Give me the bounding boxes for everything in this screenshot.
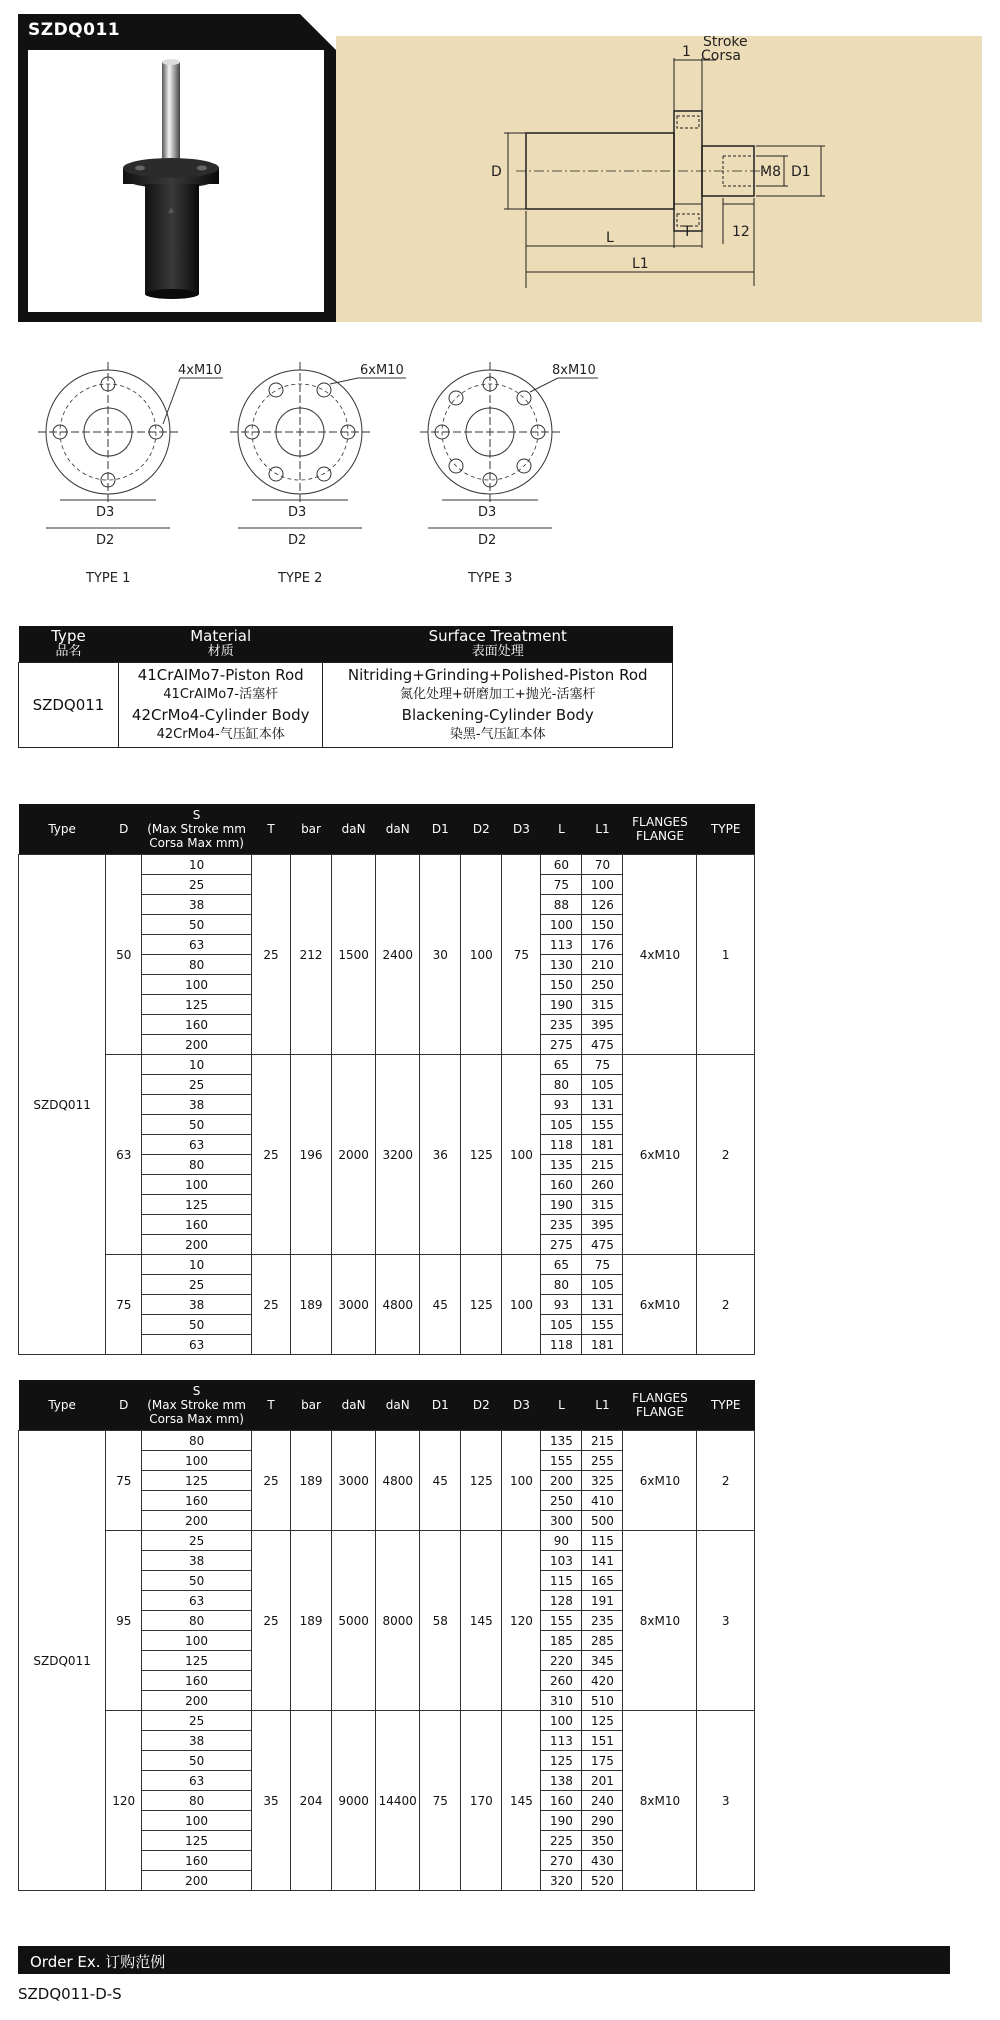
flange-type-cell: 3	[697, 1531, 755, 1711]
t-cell: 25	[252, 1055, 291, 1255]
stroke-cell: 38	[142, 1731, 252, 1751]
l1-cell: 155	[582, 1115, 623, 1135]
flange-types-drawing	[18, 360, 618, 590]
l1-cell: 176	[582, 935, 623, 955]
l1-cell: 75	[582, 1055, 623, 1075]
flange-type-cell: 2	[697, 1055, 755, 1255]
d1-cell: 30	[420, 855, 461, 1055]
spec-header-cell: L1	[582, 804, 623, 855]
dim-D1-label: D1	[791, 164, 811, 180]
spec-header-cell: TYPE	[697, 1380, 755, 1431]
spec-header-cell: D3	[502, 1380, 541, 1431]
d2-cell: 100	[461, 855, 502, 1055]
d1-cell: 45	[420, 1431, 461, 1531]
spec-header-cell: Type	[19, 804, 106, 855]
spec-header-cell: D1	[420, 804, 461, 855]
l1-cell: 475	[582, 1235, 623, 1255]
flange-cell: 8xM10	[623, 1531, 697, 1711]
corsa-label: Corsa	[701, 48, 741, 64]
l1-cell: 395	[582, 1215, 623, 1235]
stroke-cell: 125	[142, 1831, 252, 1851]
t-cell: 25	[252, 1431, 291, 1531]
spec-header-cell: D3	[502, 804, 541, 855]
dan2-cell: 2400	[376, 855, 420, 1055]
bore-d-cell: 50	[106, 855, 142, 1055]
mat-type-cell: SZDQ011	[19, 663, 119, 748]
l1-cell: 285	[582, 1631, 623, 1651]
d2-cell: 125	[461, 1055, 502, 1255]
stroke-cell: 25	[142, 1075, 252, 1095]
l1-cell: 350	[582, 1831, 623, 1851]
spec-header-cell: L	[541, 804, 582, 855]
stroke-cell: 100	[142, 1451, 252, 1471]
flange-cell: 6xM10	[623, 1255, 697, 1355]
l1-cell: 215	[582, 1155, 623, 1175]
type1-d3-label: D3	[96, 505, 115, 520]
flange-type-cell: 1	[697, 855, 755, 1055]
spec-header-cell: D	[106, 1380, 142, 1431]
stroke-cell: 38	[142, 895, 252, 915]
l1-cell: 70	[582, 855, 623, 875]
spec-header-cell: daN	[332, 1380, 376, 1431]
dan2-cell: 14400	[376, 1711, 420, 1891]
flange-header-line: FLANGE	[635, 1405, 684, 1419]
l-cell: 320	[541, 1871, 582, 1891]
stroke-cell: 25	[142, 1711, 252, 1731]
l1-cell: 315	[582, 995, 623, 1015]
svg-text:▲: ▲	[168, 205, 175, 214]
l-cell: 275	[541, 1235, 582, 1255]
type3-holes-label: 8xM10	[552, 363, 596, 378]
l1-cell: 260	[582, 1175, 623, 1195]
spec-header-cell	[623, 804, 697, 855]
l1-cell: 475	[582, 1035, 623, 1055]
stroke-cell: 25	[142, 1275, 252, 1295]
stroke-cell: 63	[142, 1335, 252, 1355]
flange-type-cell: 2	[697, 1255, 755, 1355]
d1-cell: 58	[420, 1531, 461, 1711]
t-cell: 25	[252, 1531, 291, 1711]
l-cell: 260	[541, 1671, 582, 1691]
l-cell: 125	[541, 1751, 582, 1771]
l-cell: 160	[541, 1791, 582, 1811]
l1-cell: 131	[582, 1095, 623, 1115]
table-row	[19, 1055, 755, 1075]
d3-cell: 100	[502, 1255, 541, 1355]
mat-surface-header: Surface Treatment 表面处理	[323, 626, 673, 663]
d3-cell: 145	[502, 1711, 541, 1891]
stroke-cell: 160	[142, 1215, 252, 1235]
stroke-cell: 125	[142, 1471, 252, 1491]
l-cell: 190	[541, 1811, 582, 1831]
l-cell: 135	[541, 1431, 582, 1451]
l1-cell: 175	[582, 1751, 623, 1771]
flange-cell: 4xM10	[623, 855, 697, 1055]
l1-cell: 210	[582, 955, 623, 975]
type2-holes-label: 6xM10	[360, 363, 404, 378]
dan2-cell: 3200	[376, 1055, 420, 1255]
l1-cell: 240	[582, 1791, 623, 1811]
spec-header-cell	[142, 804, 252, 855]
l-cell: 80	[541, 1275, 582, 1295]
l-cell: 130	[541, 955, 582, 975]
flange-cell: 6xM10	[623, 1055, 697, 1255]
dan1-cell: 2000	[332, 1055, 376, 1255]
stroke-cell: 50	[142, 1751, 252, 1771]
stroke-cell: 125	[142, 1651, 252, 1671]
type2-d3-label: D3	[288, 505, 307, 520]
stroke-cell: 160	[142, 1015, 252, 1035]
dan2-cell: 4800	[376, 1431, 420, 1531]
l-cell: 88	[541, 895, 582, 915]
type-cell: SZDQ011	[19, 1431, 106, 1891]
l-cell: 200	[541, 1471, 582, 1491]
spec-header-cell: T	[252, 804, 291, 855]
bore-d-cell: 95	[106, 1531, 142, 1711]
l1-cell: 250	[582, 975, 623, 995]
spec-header-cell: T	[252, 1380, 291, 1431]
l-cell: 270	[541, 1851, 582, 1871]
stroke-cell: 10	[142, 855, 252, 875]
l-cell: 100	[541, 1711, 582, 1731]
model-title: SZDQ011	[28, 20, 121, 40]
stroke-cell: 100	[142, 1811, 252, 1831]
l-cell: 138	[541, 1771, 582, 1791]
mat-material-cell: 41CrAIMo7-Piston Rod 41CrAIMo7-活塞杆 42CrMo4-Cylinder Body 42CrMo4-气压缸本体	[118, 663, 323, 748]
stroke-cell: 50	[142, 1571, 252, 1591]
dan1-cell: 3000	[332, 1431, 376, 1531]
stroke-cell: 100	[142, 1631, 252, 1651]
order-example-code: SZDQ011-D-S	[18, 1985, 122, 2003]
l-cell: 225	[541, 1831, 582, 1851]
mat-surface-cell: Nitriding+Grinding+Polished-Piston Rod 氮化处理+研磨加工+抛光-活塞杆 Blackening-Cylinder Body 染黑-气压缸本体	[323, 663, 673, 748]
l-cell: 190	[541, 995, 582, 1015]
stroke-cell: 63	[142, 1591, 252, 1611]
l1-cell: 395	[582, 1015, 623, 1035]
stroke-cell: 63	[142, 1771, 252, 1791]
mat-material-header: Material 材质	[118, 626, 323, 663]
l1-cell: 201	[582, 1771, 623, 1791]
l1-cell: 181	[582, 1135, 623, 1155]
product-photo	[28, 50, 324, 312]
stroke-cell: 50	[142, 1115, 252, 1135]
dan2-cell: 4800	[376, 1255, 420, 1355]
l-cell: 155	[541, 1451, 582, 1471]
spec-header-cell: daN	[332, 804, 376, 855]
l-cell: 160	[541, 1175, 582, 1195]
l1-cell: 100	[582, 875, 623, 895]
stroke-cell: 80	[142, 1431, 252, 1451]
l-cell: 90	[541, 1531, 582, 1551]
stroke-cell: 200	[142, 1511, 252, 1531]
flange-header-line: FLANGE	[635, 829, 684, 843]
spec-header-cell: Type	[19, 1380, 106, 1431]
d3-cell: 100	[502, 1431, 541, 1531]
bore-d-cell: 75	[106, 1431, 142, 1531]
spec-header-cell: bar	[291, 804, 332, 855]
stroke-cell: 200	[142, 1235, 252, 1255]
l1-cell: 410	[582, 1491, 623, 1511]
stroke-cell: 200	[142, 1871, 252, 1891]
type1-label: TYPE 1	[86, 571, 131, 586]
l1-cell: 126	[582, 895, 623, 915]
l-cell: 105	[541, 1315, 582, 1335]
dim-L-label: L	[606, 230, 614, 246]
bar-cell: 189	[291, 1255, 332, 1355]
bar-cell: 204	[291, 1711, 332, 1891]
bar-cell: 189	[291, 1531, 332, 1711]
bore-d-cell: 120	[106, 1711, 142, 1891]
spec-header-cell	[623, 1380, 697, 1431]
spec-header-cell: L1	[582, 1380, 623, 1431]
d2-cell: 170	[461, 1711, 502, 1891]
stroke-cell: 38	[142, 1295, 252, 1315]
l1-cell: 155	[582, 1315, 623, 1335]
table-row	[19, 855, 755, 875]
l-cell: 128	[541, 1591, 582, 1611]
l-cell: 250	[541, 1491, 582, 1511]
type2-d2-label: D2	[288, 533, 307, 548]
d3-cell: 100	[502, 1055, 541, 1255]
stroke-cell: 200	[142, 1691, 252, 1711]
spec-header-cell: L	[541, 1380, 582, 1431]
stroke-label: Stroke	[703, 36, 748, 50]
l1-cell: 125	[582, 1711, 623, 1731]
l-cell: 103	[541, 1551, 582, 1571]
table-row	[19, 1531, 755, 1551]
flange-type-cell: 2	[697, 1431, 755, 1531]
bar-cell: 189	[291, 1431, 332, 1531]
stroke-cell: 125	[142, 1195, 252, 1215]
l1-cell: 500	[582, 1511, 623, 1531]
type-cell: SZDQ011	[19, 855, 106, 1355]
l1-cell: 151	[582, 1731, 623, 1751]
spec-header-cell: TYPE	[697, 804, 755, 855]
bar-cell: 212	[291, 855, 332, 1055]
header-notch	[300, 14, 336, 50]
spec-header-cell: bar	[291, 1380, 332, 1431]
l-cell: 113	[541, 1731, 582, 1751]
spec-header-cell: D2	[461, 804, 502, 855]
l1-cell: 345	[582, 1651, 623, 1671]
l-cell: 113	[541, 935, 582, 955]
stroke-cell: 80	[142, 1611, 252, 1631]
l1-cell: 115	[582, 1531, 623, 1551]
d2-cell: 125	[461, 1255, 502, 1355]
l1-cell: 131	[582, 1295, 623, 1315]
stroke-cell: 50	[142, 1315, 252, 1335]
stroke-cell: 125	[142, 995, 252, 1015]
t-cell: 35	[252, 1711, 291, 1891]
material-table	[18, 626, 673, 748]
l1-cell: 105	[582, 1275, 623, 1295]
spec-table-1	[18, 804, 755, 1355]
stroke-cell: 25	[142, 875, 252, 895]
l-cell: 150	[541, 975, 582, 995]
t-cell: 25	[252, 855, 291, 1055]
table-row	[19, 1431, 755, 1451]
l1-cell: 215	[582, 1431, 623, 1451]
d3-cell: 120	[502, 1531, 541, 1711]
l1-cell: 235	[582, 1611, 623, 1631]
mat-type-header: Type 品名	[19, 626, 119, 663]
l1-cell: 420	[582, 1671, 623, 1691]
spec-header-cell: D1	[420, 1380, 461, 1431]
l1-cell: 325	[582, 1471, 623, 1491]
l-cell: 135	[541, 1155, 582, 1175]
l-cell: 100	[541, 915, 582, 935]
spec-header-cell: daN	[376, 1380, 420, 1431]
stroke-cell: 80	[142, 1791, 252, 1811]
bar-cell: 196	[291, 1055, 332, 1255]
l-cell: 118	[541, 1335, 582, 1355]
stroke-header-line: Corsa Max mm)	[149, 1412, 244, 1426]
dim-M8-label: M8	[760, 164, 781, 180]
d2-cell: 125	[461, 1431, 502, 1531]
l1-cell: 430	[582, 1851, 623, 1871]
l1-cell: 165	[582, 1571, 623, 1591]
t-cell: 25	[252, 1255, 291, 1355]
stroke-header-line: (Max Stroke mm	[147, 1398, 246, 1412]
d1-cell: 36	[420, 1055, 461, 1255]
flange-cell: 8xM10	[623, 1711, 697, 1891]
flange-cell: 6xM10	[623, 1431, 697, 1531]
d1-cell: 75	[420, 1711, 461, 1891]
stroke-cell: 63	[142, 935, 252, 955]
dim-one-label: 1	[682, 44, 691, 60]
stroke-cell: 200	[142, 1035, 252, 1055]
type2-label: TYPE 2	[278, 571, 323, 586]
dan1-cell: 5000	[332, 1531, 376, 1711]
stroke-cell: 80	[142, 955, 252, 975]
bore-d-cell: 63	[106, 1055, 142, 1255]
l1-cell: 255	[582, 1451, 623, 1471]
stroke-cell: 80	[142, 1155, 252, 1175]
type1-d2-label: D2	[96, 533, 115, 548]
l1-cell: 510	[582, 1691, 623, 1711]
d1-cell: 45	[420, 1255, 461, 1355]
spec-header-cell	[142, 1380, 252, 1431]
l-cell: 118	[541, 1135, 582, 1155]
stroke-header-line: (Max Stroke mm	[147, 822, 246, 836]
dan2-cell: 8000	[376, 1531, 420, 1711]
l1-cell: 290	[582, 1811, 623, 1831]
l-cell: 105	[541, 1115, 582, 1135]
dim-D-label: D	[491, 164, 502, 180]
l-cell: 93	[541, 1295, 582, 1315]
dim-12-label: 12	[732, 224, 750, 240]
spec-header-cell: D2	[461, 1380, 502, 1431]
l-cell: 300	[541, 1511, 582, 1531]
spec-header-cell: daN	[376, 804, 420, 855]
stroke-cell: 100	[142, 1175, 252, 1195]
stroke-cell: 25	[142, 1531, 252, 1551]
l-cell: 93	[541, 1095, 582, 1115]
l-cell: 185	[541, 1631, 582, 1651]
stroke-cell: 160	[142, 1671, 252, 1691]
l1-cell: 150	[582, 915, 623, 935]
technical-drawing-panel	[336, 36, 982, 322]
d2-cell: 145	[461, 1531, 502, 1711]
order-example-label: Order Ex. 订购范例	[30, 1953, 166, 1971]
stroke-cell: 160	[142, 1851, 252, 1871]
d3-cell: 75	[502, 855, 541, 1055]
l1-cell: 520	[582, 1871, 623, 1891]
stroke-cell: 38	[142, 1551, 252, 1571]
dim-L1-label: L1	[632, 256, 649, 272]
dan1-cell: 3000	[332, 1255, 376, 1355]
l-cell: 220	[541, 1651, 582, 1671]
bore-d-cell: 75	[106, 1255, 142, 1355]
stroke-cell: 10	[142, 1055, 252, 1075]
table-row	[19, 1711, 755, 1731]
l1-cell: 315	[582, 1195, 623, 1215]
stroke-cell: 160	[142, 1491, 252, 1511]
l-cell: 60	[541, 855, 582, 875]
l-cell: 155	[541, 1611, 582, 1631]
dim-T-label: T	[683, 224, 692, 240]
l1-cell: 181	[582, 1335, 623, 1355]
l1-cell: 75	[582, 1255, 623, 1275]
flange-type-cell: 3	[697, 1711, 755, 1891]
stroke-cell: 38	[142, 1095, 252, 1115]
flange-header-line: FLANGES	[632, 815, 688, 829]
table-row	[19, 1255, 755, 1275]
stroke-header-line: S	[192, 808, 201, 822]
stroke-cell: 50	[142, 915, 252, 935]
l1-cell: 141	[582, 1551, 623, 1571]
spec-header-cell: D	[106, 804, 142, 855]
stroke-cell: 10	[142, 1255, 252, 1275]
type3-d3-label: D3	[478, 505, 497, 520]
stroke-cell: 63	[142, 1135, 252, 1155]
spec-table-2	[18, 1380, 755, 1891]
l-cell: 65	[541, 1055, 582, 1075]
l-cell: 235	[541, 1215, 582, 1235]
flange-header-line: FLANGES	[632, 1391, 688, 1405]
dan1-cell: 1500	[332, 855, 376, 1055]
stroke-header-line: S	[192, 1384, 201, 1398]
l-cell: 310	[541, 1691, 582, 1711]
l1-cell: 191	[582, 1591, 623, 1611]
type1-holes-label: 4xM10	[178, 363, 222, 378]
dan1-cell: 9000	[332, 1711, 376, 1891]
type3-label: TYPE 3	[468, 571, 513, 586]
l-cell: 80	[541, 1075, 582, 1095]
l-cell: 75	[541, 875, 582, 895]
type3-d2-label: D2	[478, 533, 497, 548]
l-cell: 190	[541, 1195, 582, 1215]
l-cell: 275	[541, 1035, 582, 1055]
l-cell: 65	[541, 1255, 582, 1275]
stroke-header-line: Corsa Max mm)	[149, 836, 244, 850]
stroke-cell: 100	[142, 975, 252, 995]
l-cell: 115	[541, 1571, 582, 1591]
l1-cell: 105	[582, 1075, 623, 1095]
l-cell: 235	[541, 1015, 582, 1035]
